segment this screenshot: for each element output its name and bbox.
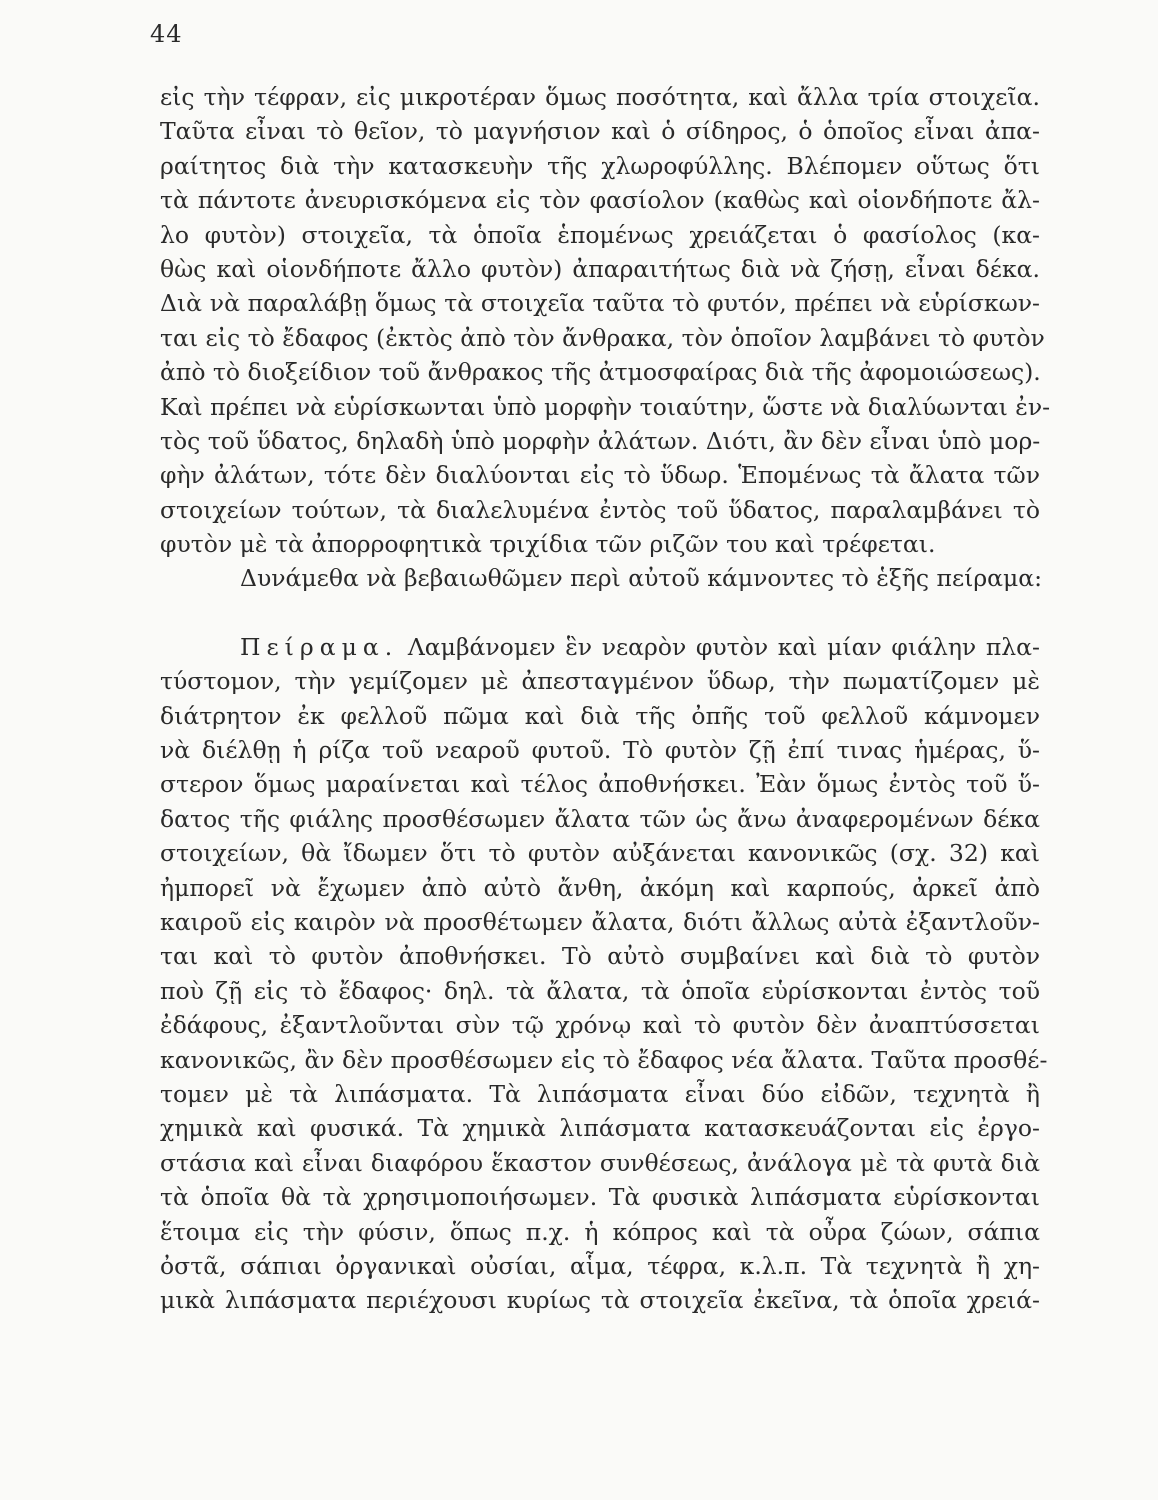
text-line: καιροῦ εἰς καιρὸν νὰ προσθέτωμεν ἄλατα, διότι ἄλλως αὐτὰ ἐξαντλοῦν- [160,907,1040,936]
text-line: τὰ ὁποῖα θὰ τὰ χρησιμοποιήσωμεν. Τὰ φυσικὰ λιπάσματα εὑρίσκονται [160,1183,1040,1212]
page-number: 44 [150,20,183,48]
text-line: μικὰ λιπάσματα περιέχουσι κυρίως τὰ στοιχεῖα ἐκεῖνα, τὰ ὁποῖα χρειά- [160,1286,1040,1315]
text-line: ραίτητος διὰ τὴν κατασκευὴν τῆς χλωροφύλλης. Βλέπομεν οὕτως ὅτι [160,151,1040,180]
text-line: στερον ὅμως μαραίνεται καὶ τέλος ἀποθνήσκει. Ἐὰν ὅμως ἐντὸς τοῦ ὕ- [160,770,1040,799]
paragraph-gap [160,596,1040,630]
text-line: Διὰ νὰ παραλάβῃ ὅμως τὰ στοιχεῖα ταῦτα τὸ φυτόν, πρέπει νὰ εὑρίσκων- [160,289,1040,318]
text-line: Δυνάμεθα νὰ βεβαιωθῶμεν περὶ αὐτοῦ κάμνοντες τὸ ἑξῆς πείραμα: [240,564,1043,593]
text-line: στοιχείων, θὰ ἴδωμεν ὅτι τὸ φυτὸν αὐξάνεται κανονικῶς (σχ. 32) καὶ [160,839,1040,868]
text-line: Ταῦτα εἶναι τὸ θεῖον, τὸ μαγνήσιον καὶ ὁ σίδηρος, ὁ ὁποῖος εἶναι ἀπα- [160,117,1040,146]
text-line: στάσια καὶ εἶναι διαφόρου ἕκαστον συνθέσεως, ἀνάλογα μὲ τὰ φυτὰ διὰ [160,1148,1040,1177]
paragraph [160,561,1043,595]
text-line: ἠμπορεῖ νὰ ἔχωμεν ἀπὸ αὐτὸ ἄνθη, ἀκόμη καὶ καρπούς, ἀρκεῖ ἀπὸ [160,873,1040,902]
text-line: τὸς τοῦ ὕδατος, δηλαδὴ ὑπὸ μορφὴν ἀλάτων. Διότι, ἂν δὲν εἶναι ὑπὸ μορ- [160,426,1041,455]
text-line: χημικὰ καὶ φυσικά. Τὰ χημικὰ λιπάσματα κατασκευάζονται εἰς ἐργο- [160,1114,1040,1143]
text-line: ποὺ ζῇ εἰς τὸ ἔδαφος· δηλ. τὰ ἄλατα, τὰ ὁποῖα εὑρίσκονται ἐντὸς τοῦ [160,976,1040,1005]
text-line: νὰ διέλθῃ ἡ ρίζα τοῦ νεαροῦ φυτοῦ. Τὸ φυτὸν ζῇ ἐπί τινας ἡμέρας, ὕ- [160,736,1040,765]
paragraph [160,80,1051,561]
text-line: κανονικῶς, ἂν δὲν προσθέσωμεν εἰς τὸ ἔδαφος νέα ἄλατα. Ταῦτα προσθέ- [160,1045,1048,1074]
text-line: Καὶ πρέπει νὰ εὑρίσκωνται ὑπὸ μορφὴν τοιαύτην, ὥστε νὰ διαλύωνται ἐν- [160,392,1051,421]
text-line: τύστομον, τὴν γεμίζομεν μὲ ἀπεσταγμένον ὕδωρ, τὴν πωματίζομεν μὲ [160,667,1040,696]
body-text [160,80,1051,1318]
text-line: ται καὶ τὸ φυτὸν ἀποθνήσκει. Τὸ αὐτὸ συμβαίνει καὶ διὰ τὸ φυτὸν [160,942,1040,971]
text-line [160,630,1040,664]
text-line: φὴν ἀλάτων, τότε δὲν διαλύονται εἰς τὸ ὕδωρ. Ἑπομένως τὰ ἄλατα τῶν [160,461,1040,490]
text-line: ἐδάφους, ἐξαντλοῦνται σὺν τῷ χρόνῳ καὶ τὸ φυτὸν δὲν ἀναπτύσσεται [160,1011,1040,1040]
text-line: θὼς καὶ οἱονδήποτε ἄλλο φυτὸν) ἀπαραιτήτως διὰ νὰ ζήσῃ, εἶναι δέκα. [160,254,1040,283]
text-line: ἀπὸ τὸ διοξείδιον τοῦ ἄνθρακος τῆς ἀτμοσφαίρας διὰ τῆς ἀφομοιώσεως). [160,358,1041,387]
text-line: διάτρητον ἐκ φελλοῦ πῶμα καὶ διὰ τῆς ὀπῆς τοῦ φελλοῦ κάμνομεν [160,701,1040,730]
experiment-first-line: Λαμβάνομεν ἓν νεαρὸν φυτὸν καὶ μίαν φιάλην πλα- [407,632,1040,661]
text-line: τὰ πάντοτε ἀνευρισκόμενα εἰς τὸν φασίολον (καθὼς καὶ οἱονδήποτε ἄλ- [160,186,1040,215]
text-line: εἰς τὴν τέφραν, εἰς μικροτέραν ὅμως ποσότητα, καὶ ἄλλα τρία στοιχεῖα. [160,83,1040,111]
text-line: ἕτοιμα εἰς τὴν φύσιν, ὅπως π.χ. ἡ κόπρος καὶ τὰ οὖρα ζώων, σάπια [160,1217,1040,1246]
text-line: στοιχείων τούτων, τὰ διαλελυμένα ἐντὸς τοῦ ὕδατος, παραλαμβάνει τὸ [160,495,1040,524]
text-line: δατος τῆς φιάλης προσθέσωμεν ἄλατα τῶν ὡς ἄνω ἀναφερομένων δέκα [160,804,1040,833]
experiment-label: Πείραμα. [240,632,399,661]
paragraph-experiment [160,630,1048,1318]
text-line: ται εἰς τὸ ἔδαφος (ἐκτὸς ἀπὸ τὸν ἄνθρακα, τὸν ὁποῖον λαμβάνει τὸ φυτὸν [160,323,1045,352]
text-line: τομεν μὲ τὰ λιπάσματα. Τὰ λιπάσματα εἶναι δύο εἰδῶν, τεχνητὰ ἢ [160,1079,1040,1108]
text-line: φυτὸν μὲ τὰ ἀπορροφητικὰ τριχίδια τῶν ριζῶν του καὶ τρέφεται. [160,530,936,559]
text-line: ὀστᾶ, σάπιαι ὀργανικαὶ οὐσίαι, αἷμα, τέφρα, κ.λ.π. Τὰ τεχνητὰ ἢ χη- [160,1251,1040,1280]
text-line: λο φυτὸν) στοιχεῖα, τὰ ὁποῖα ἑπομένως χρειάζεται ὁ φασίολος (κα- [160,220,1040,249]
